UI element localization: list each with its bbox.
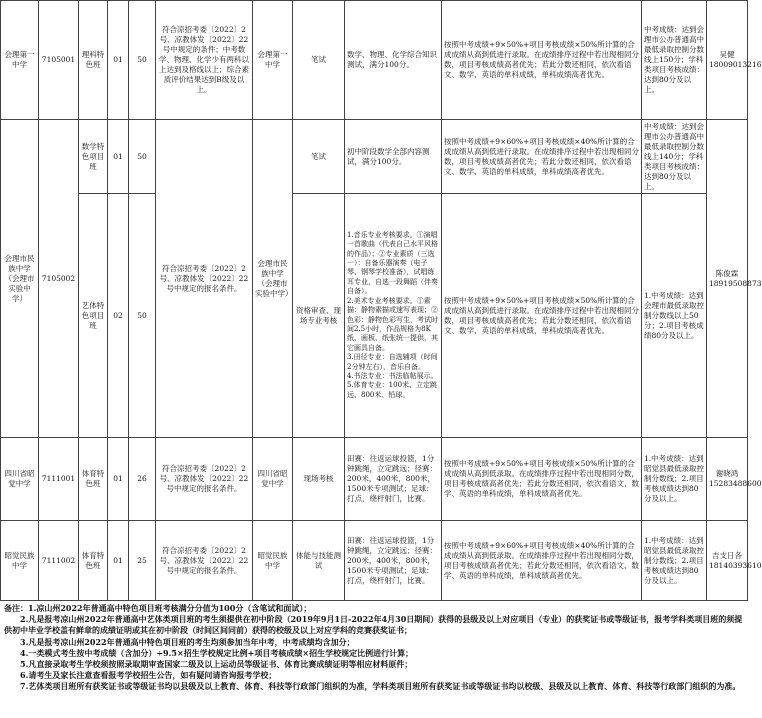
level-number: 01: [108, 438, 129, 521]
level-number: 01: [108, 120, 129, 194]
note-item: 3.凡是报考凉山州2022年普通高中特色项目班的考生均须参加当年中考，中考成绩均含加分；: [20, 636, 355, 647]
exam-content: 1.音乐专业考核要求。①演唱一首歌曲（代表自己水平风格的作品）；②专业素质（三选一）：自备乐器演奏（电子琴、钢琴学校准备），试唱练耳专业，自选一段舞蹈（伴奏自备）。 2.美术专业考核要求。①素描：静物素描或速写表现；②色彩：静物色彩写生，考试时间2.5小时，作品规格为8K纸，画板、纸张统一提供，其它画具自备。 3.田径专业：自选辅项（时间2分钟左右），音乐自备。 4.书法专业：书法临帖展示。 5.体育专业：100米、立定跳远、800米、铅球。: [345, 194, 442, 438]
note-item: 备注：1.凉山州2022年普通高中特色项目班考核满分分值为100分（含笔试和面试）；: [4, 603, 312, 613]
exam-venue: 会理第一中学: [253, 1, 293, 120]
minimum-score: 1.中考成绩：达到会理市最低录取控制分数线以上50分；2.项目考核成绩80分及以上。: [642, 194, 707, 438]
plan-count: 26: [129, 438, 156, 521]
admission-rule: 按照中考成绩÷9×50%+项目考核成绩×50%所计算的合成成绩从高到低录取。在成绩排序过程中若出现相同分数，项目考核成绩高者优先；若此分数还相同，依次看语文、数学、英语的单科成绩，单科成绩高者优先。: [442, 438, 642, 521]
contact: 谢晓鸿 15283488600: [707, 438, 748, 521]
table-row: [1, 1, 748, 120]
level-number: 01: [108, 521, 129, 601]
exam-method: 体能与技能测试: [293, 521, 345, 601]
exam-venue: 四川省昭觉中学: [253, 438, 293, 521]
plan-count: 50: [129, 194, 156, 438]
project-code: 7111001: [39, 438, 79, 521]
minimum-score: 1.中考成绩：达到昭觉县最低录取控制分数线；2.项目考核成绩达到80分及以上。: [642, 521, 707, 601]
note-item: 4.一类模式考生按中考成绩（含加分）÷9.5×招生学校规定比例+项目考核成绩×招生学校规定比例进行计算；: [20, 647, 414, 658]
note-item: 2.凡是报考凉山州2022年普通高中艺体类项目班的考生须提供在初中阶段（2019年9月1日-2022年4月30日期间）获得的县级及以上对应项目（专业）的获奖证书或等级证书，报考学科类项目班的须提供初中毕业学校盖有鲜章的成绩证明或其在初中阶段（时间区间同前）获得的校级及以上对应学科的竞赛获奖证书；: [4, 614, 743, 636]
admission-rule: 按照中考成绩÷9×50%+项目考核成绩×50%所计算的合成成绩从高到低进行录取。在成绩排序过程中若出现相同分数，项目考核成绩高者优先；若此分数还相同，依次看语文、数学、英语的单科成绩，单科成绩高者优先。: [442, 1, 642, 120]
note-item: 6.请考生及家长注意查看报考学校招生公告，如有疑问请咨询报考学校；: [20, 670, 277, 681]
level-number: 02: [108, 194, 129, 438]
exam-method: 笔试: [293, 1, 345, 120]
contact: 陈俊霖 18919508873: [707, 120, 748, 438]
registration-conditions: 符合凉招考委〔2022〕2号、凉教体发〔2022〕22号中规定的条件；中考数学、物理、化学少有两科以上达到及格线以上；综合素质评价结果达到B级及以上。: [156, 1, 253, 120]
registration-conditions: 符合凉招考委〔2022〕2号、凉教体发〔2022〕22号中规定的报名条件。: [156, 120, 253, 438]
exam-method: 资格审查、现场专业考核: [293, 194, 345, 438]
exam-content: 田赛：往返运球投篮，1分钟跳绳，立定跳远；径赛：200米，400米，800米，1500米专项测试；足球：打点，绕杆射门，比赛。: [345, 438, 442, 521]
project-name: 数学特色项目班: [79, 120, 108, 194]
table-row: [1, 120, 748, 194]
project-name: 理科特色班: [79, 1, 108, 120]
admission-rule: 按照中考成绩÷9×60%+项目考核成绩×40%所计算的合成成绩从高到低进行录取。在成绩排序过程中若出现相同分数，项目考核成绩高者优先；若此分数还相同，依次看语文、数学、英语的单科成绩，单科成绩高者优先。: [442, 120, 642, 194]
admission-rule: 按照中考成绩÷9×50%+项目考核成绩×50%所计算的合成成绩从高到低进行录取。在成绩排序过程中若出现相同分数，项目考核成绩高者优先；若此分数还相同，依次看语文、数学、英语的单科成绩，单科成绩高者优先。: [442, 194, 642, 438]
project-name: 艺体特色项目班: [79, 194, 108, 438]
admission-rule: 按照中考成绩÷9×60%+项目考核成绩×40%所计算的合成成绩从高到低录取。在成绩排序过程中若出现相同分数，项目考核成绩高者优先；若此分数还相同，依次看语文、数学、英语的单科成绩，单科成绩高者优先。: [442, 521, 642, 601]
notes-section: [4, 603, 743, 693]
project-name: 体育特色班: [79, 438, 108, 521]
exam-content: 田赛：往返运球投篮，1分钟跳绳，立定跳远；径赛：200米，400米，800米，1500米专项测试；足球：打点，绕杆射门，比赛。: [345, 521, 442, 601]
contact: 吉支日各 18140393610: [707, 521, 748, 601]
exam-method: 现场考核: [293, 438, 345, 521]
table-row: [1, 438, 748, 521]
exam-venue: 会理市民族中学（会理市实验中学）: [253, 120, 293, 438]
project-code: 7111002: [39, 521, 79, 601]
level-number: 01: [108, 1, 129, 120]
school-name: 会理第一中学: [1, 1, 39, 120]
minimum-score: 1.中考成绩：达到昭觉县最低录取控制分数线；2.项目考核成绩达到80分及以上。: [642, 438, 707, 521]
plan-count: 50: [129, 1, 156, 120]
plan-count: 25: [129, 521, 156, 601]
note-item: 7.艺体类项目班所有获奖证书或等级证书均以县级及以上教育、体育、科技等行政部门组织的为准，学科类项目班所有获奖证书或等级证书均以校级、县级及以上教育、体育、科技等行政部门组织的为准。: [20, 681, 741, 692]
minimum-score: 中考成绩：达到会理市公办普通高中最低录取控制分数线上140分；学科类项目考核成绩：达到80分及以上。: [642, 120, 707, 194]
minimum-score: 中考成绩：达到会理市公办普通高中最低录取控制分数线上150分；学科类项目考核成绩：达到80分及以上。: [642, 1, 707, 120]
exam-venue: 昭觉民族中学: [253, 521, 293, 601]
project-code: 7105002: [39, 120, 79, 438]
registration-conditions: 符合凉招考委〔2022〕2号、凉教体发〔2022〕22号中规定的报名条件。: [156, 438, 253, 521]
table-row: [1, 521, 748, 601]
exam-method: 笔试: [293, 120, 345, 194]
exam-content: 数学、物理、化学综合知识测试，满分100分。: [345, 1, 442, 120]
note-item: 5.凡直接录取考生学校须按照录取期审查国家二级及以上运动员等级证书、体育比赛成绩证明等相应材料原件；: [20, 659, 413, 670]
notes-label: 备注：: [4, 603, 28, 613]
plan-count: 50: [129, 120, 156, 194]
school-name: 四川省昭觉中学: [1, 438, 39, 521]
project-name: 体育特色班: [79, 521, 108, 601]
exam-content: 初中阶段数学全部内容测试，满分100分。: [345, 120, 442, 194]
school-name: 会理市民族中学（会理市实验中学）: [1, 120, 39, 438]
table-row: [1, 194, 748, 438]
contact: 吴健 18009013216: [707, 1, 748, 120]
project-code: 7105001: [39, 1, 79, 120]
school-name: 昭觉民族中学: [1, 521, 39, 601]
registration-conditions: 符合凉招考委〔2022〕2号、凉教体发〔2022〕22号中规定的报名条件。: [156, 521, 253, 601]
